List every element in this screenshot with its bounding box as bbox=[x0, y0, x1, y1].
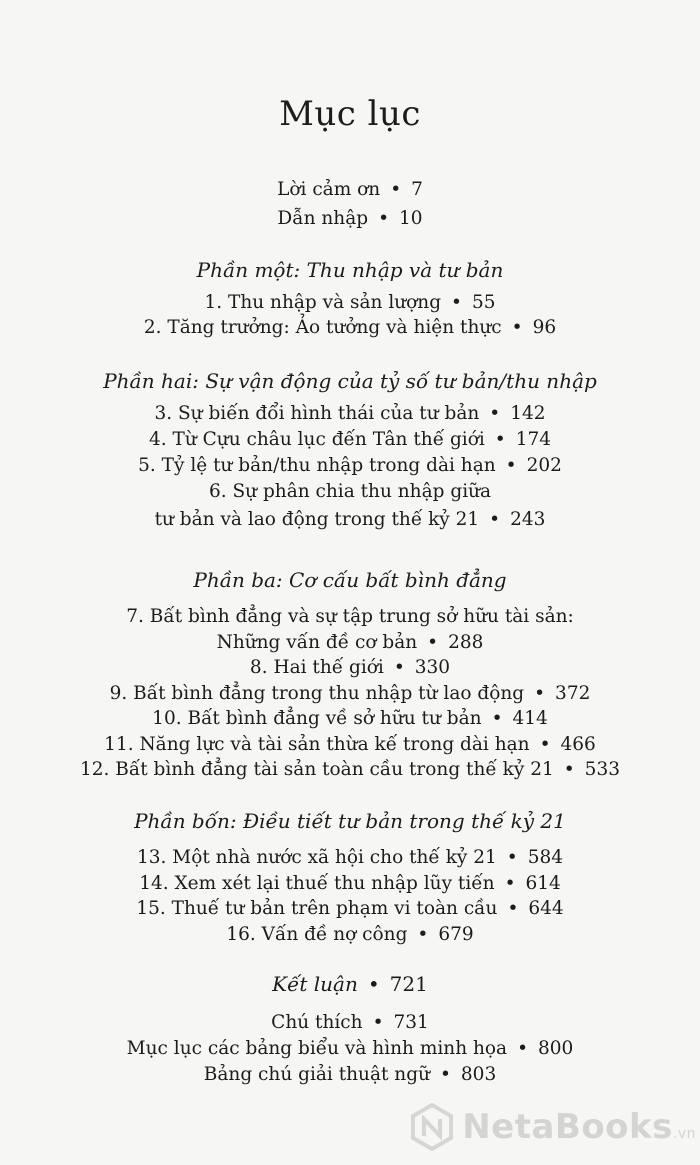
separator-dot: • bbox=[505, 455, 517, 476]
entry-label: Bảng chú giải thuật ngữ bbox=[203, 1064, 430, 1085]
separator-dot: • bbox=[507, 898, 519, 919]
entry-page: 55 bbox=[471, 292, 496, 313]
toc-entry-chapter-6[interactable] bbox=[0, 507, 700, 533]
toc-entry-list-of-tables[interactable] bbox=[0, 1036, 700, 1062]
entry-page: 731 bbox=[393, 1012, 429, 1033]
separator-dot: • bbox=[506, 847, 518, 868]
toc-entry-chapter-14[interactable] bbox=[0, 871, 700, 897]
entry-label: Mục lục các bảng biểu và hình minh họa bbox=[126, 1038, 508, 1059]
entry-page: 800 bbox=[538, 1038, 574, 1059]
toc-entry-glossary[interactable] bbox=[0, 1062, 700, 1088]
entry-label: 8. Hai thế giới bbox=[249, 657, 384, 678]
toc-entry-chapter-7[interactable] bbox=[0, 630, 700, 656]
toc-entry-conclusion[interactable] bbox=[0, 970, 700, 998]
entry-page: 7 bbox=[411, 179, 423, 200]
toc-entry-introduction[interactable] bbox=[0, 206, 700, 232]
separator-dot: • bbox=[489, 509, 501, 530]
part-heading-1: Phần một: Thu nhập và tư bản bbox=[196, 258, 504, 282]
entry-label: 13. Một nhà nước xã hội cho thế kỷ 21 bbox=[136, 847, 497, 868]
part-heading-4: Phần bốn: Điều tiết tư bản trong thế kỷ 21 bbox=[134, 809, 566, 833]
entry-label: Dẫn nhập bbox=[277, 208, 369, 229]
toc-entry-chapter-7-line-1[interactable] bbox=[0, 604, 700, 630]
toc-entry-chapter-13[interactable] bbox=[0, 845, 700, 871]
entry-label: Lời cảm ơn bbox=[277, 179, 381, 200]
entry-label: 11. Năng lực và tài sản thừa kế trong dài hạn bbox=[104, 734, 530, 755]
entry-label: 16. Vấn đề nợ công bbox=[226, 924, 408, 945]
entry-page: 174 bbox=[515, 429, 552, 450]
separator-dot: • bbox=[393, 657, 405, 678]
entry-label: 12. Bất bình đẳng tài sản toàn cầu trong thế kỷ 21 bbox=[80, 759, 554, 780]
toc-entry-chapter-1[interactable] bbox=[0, 290, 700, 316]
separator-dot: • bbox=[539, 734, 551, 755]
separator-dot: • bbox=[563, 759, 575, 780]
entry-label: 6. Sự phân chia thu nhập giữa bbox=[208, 481, 492, 502]
entry-page: 10 bbox=[399, 208, 423, 229]
toc-entry-chapter-12[interactable] bbox=[0, 757, 700, 783]
entry-label: 1. Thu nhập và sản lượng bbox=[204, 292, 442, 313]
entry-label: 3. Sự biến đổi hình thái của tư bản bbox=[154, 403, 480, 424]
toc-entry-acknowledgements[interactable] bbox=[0, 177, 700, 203]
entry-page: 644 bbox=[528, 898, 564, 919]
entry-page: 202 bbox=[526, 455, 562, 476]
toc-entry-chapter-2[interactable] bbox=[0, 315, 700, 341]
entry-label: 7. Bất bình đẳng và sự tập trung sở hữu tài sản: bbox=[126, 606, 574, 627]
watermark bbox=[410, 1097, 696, 1157]
separator-dot: • bbox=[534, 683, 546, 704]
toc-entry-chapter-4[interactable] bbox=[0, 427, 700, 453]
entry-label: tư bản và lao động trong thế kỷ 21 bbox=[154, 509, 480, 530]
separator-dot: • bbox=[367, 972, 380, 996]
toc-entry-chapter-15[interactable] bbox=[0, 896, 700, 922]
entry-page: 96 bbox=[532, 317, 557, 338]
separator-dot: • bbox=[378, 208, 390, 229]
toc-entry-chapter-8[interactable] bbox=[0, 655, 700, 681]
toc-entry-chapter-16[interactable] bbox=[0, 922, 700, 948]
entry-page: 679 bbox=[438, 924, 474, 945]
toc-entry-chapter-9[interactable] bbox=[0, 681, 700, 707]
toc-entry-notes[interactable] bbox=[0, 1010, 700, 1036]
toc-entry-chapter-5[interactable] bbox=[0, 453, 700, 479]
watermark-brand: NetaBooks bbox=[462, 1107, 673, 1147]
separator-dot: • bbox=[417, 924, 429, 945]
entry-page: 288 bbox=[448, 632, 484, 653]
entry-label: 9. Bất bình đẳng trong thu nhập từ lao động bbox=[109, 683, 525, 704]
entry-label: 15. Thuế tư bản trên phạm vi toàn cầu bbox=[136, 898, 498, 919]
separator-dot: • bbox=[390, 179, 402, 200]
entry-page: 142 bbox=[510, 403, 546, 424]
netabooks-logo-icon bbox=[410, 1103, 454, 1151]
entry-page: 414 bbox=[512, 708, 548, 729]
separator-dot: • bbox=[494, 429, 506, 450]
entry-label: 4. Từ Cựu châu lục đến Tân thế giới bbox=[148, 429, 485, 450]
toc-entry-chapter-3[interactable] bbox=[0, 401, 700, 427]
part-heading-2: Phần hai: Sự vận động của tỷ số tư bản/thu nhập bbox=[103, 369, 597, 393]
separator-dot: • bbox=[511, 317, 523, 338]
entry-page: 466 bbox=[560, 734, 596, 755]
separator-dot: • bbox=[504, 873, 516, 894]
entry-page: 721 bbox=[389, 972, 428, 996]
entry-label: Những vấn đề cơ bản bbox=[216, 632, 418, 653]
separator-dot: • bbox=[489, 403, 501, 424]
entry-page: 372 bbox=[555, 683, 591, 704]
separator-dot: • bbox=[372, 1012, 384, 1033]
separator-dot: • bbox=[491, 708, 503, 729]
separator-dot: • bbox=[451, 292, 462, 313]
entry-page: 803 bbox=[460, 1064, 497, 1085]
entry-label: 14. Xem xét lại thuế thu nhập lũy tiến bbox=[139, 873, 495, 894]
entry-label: 2. Tăng trưởng: Ảo tưởng và hiện thực bbox=[143, 317, 502, 338]
entry-page: 330 bbox=[414, 657, 451, 678]
separator-dot: • bbox=[427, 632, 439, 653]
watermark-text bbox=[462, 1107, 696, 1147]
watermark-tld: .vn bbox=[672, 1126, 696, 1142]
entry-label: Kết luận bbox=[272, 972, 358, 996]
entry-page: 614 bbox=[525, 873, 561, 894]
separator-dot: • bbox=[517, 1038, 528, 1059]
entry-label: 5. Tỷ lệ tư bản/thu nhập trong dài hạn bbox=[138, 455, 496, 476]
entry-label: 10. Bất bình đẳng về sở hữu tư bản bbox=[152, 708, 482, 729]
entry-page: 533 bbox=[584, 759, 620, 780]
entry-page: 584 bbox=[527, 847, 564, 868]
part-heading-3: Phần ba: Cơ cấu bất bình đẳng bbox=[193, 568, 507, 592]
page-title: Mục lục bbox=[279, 94, 421, 134]
toc-entry-chapter-10[interactable] bbox=[0, 706, 700, 732]
separator-dot: • bbox=[439, 1064, 451, 1085]
toc-entry-chapter-11[interactable] bbox=[0, 732, 700, 758]
toc-entry-chapter-6-line-1[interactable] bbox=[0, 479, 700, 505]
entry-page: 243 bbox=[510, 509, 546, 530]
entry-label: Chú thích bbox=[271, 1012, 363, 1033]
